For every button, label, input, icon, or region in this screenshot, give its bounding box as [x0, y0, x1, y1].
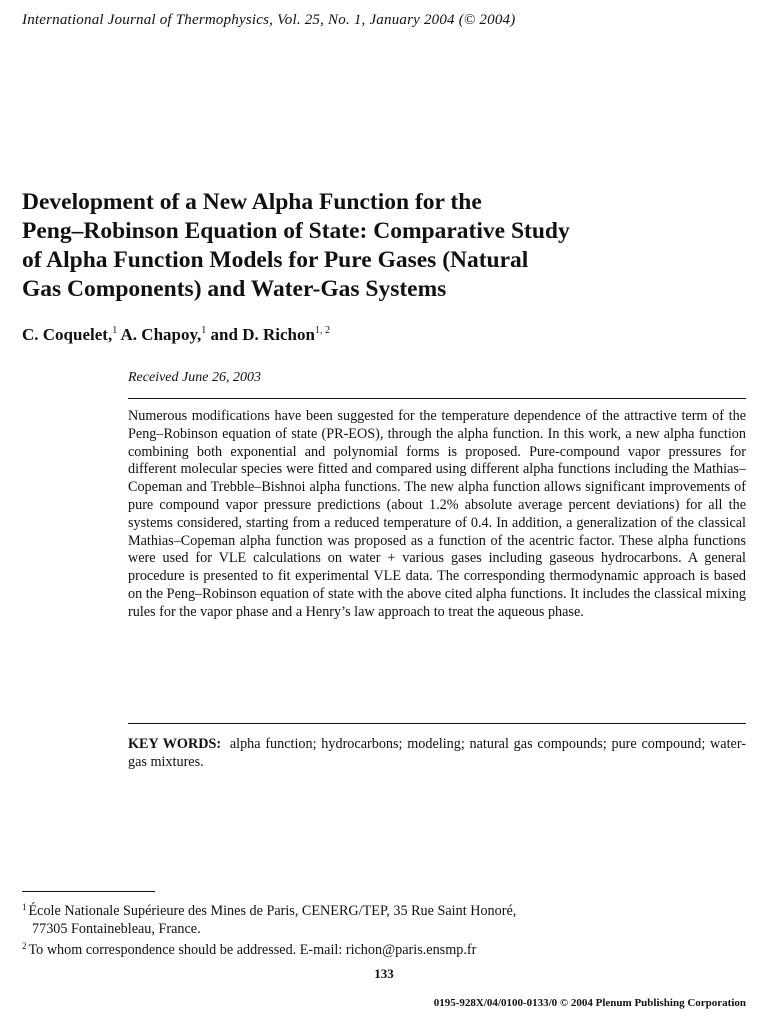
- article-title: [22, 188, 752, 304]
- received-date: Received June 26, 2003: [128, 370, 261, 385]
- footnote-1-continued: 77305 Fontainebleau, France.: [32, 920, 201, 937]
- keywords-text: alpha function; hydrocarbons; modeling; natural gas compounds; pure compound; water-gas mixtures.: [128, 736, 746, 770]
- keywords: [128, 736, 746, 772]
- abstract-top-rule: [128, 398, 746, 399]
- title-line: of Alpha Function Models for Pure Gases (Natural: [22, 247, 529, 273]
- affiliation-mark: 1: [112, 325, 118, 336]
- copyright-line: 0195-928X/04/0100-0133/0 © 2004 Plenum Publishing Corporation: [433, 997, 746, 1009]
- author-name: A. Chapoy,: [120, 325, 202, 344]
- footnote-text: To whom correspondence should be addressed. E-mail: richon@paris.ensmp.fr: [28, 942, 477, 958]
- journal-header: International Journal of Thermophysics, Vol. 25, No. 1, January 2004 (© 2004): [22, 12, 516, 28]
- affiliation-mark: 1, 2: [314, 325, 330, 336]
- affiliation-mark: 1: [201, 325, 207, 336]
- author-conjunction: and: [210, 325, 238, 344]
- footnote-mark: 1: [22, 902, 27, 912]
- footnotes: [22, 899, 748, 960]
- footnote-rule: [22, 891, 155, 892]
- footnote-2: [22, 938, 748, 960]
- author-name: D. Richon: [242, 325, 315, 344]
- page-number: 133: [374, 966, 394, 981]
- title-line: Development of a New Alpha Function for the: [22, 189, 482, 215]
- footnote-mark: 2: [22, 941, 27, 951]
- author-name: C. Coquelet,: [22, 325, 113, 344]
- abstract-bottom-rule: [128, 723, 746, 724]
- footnote-text: École Nationale Supérieure des Mines de Paris, CENERG/TEP, 35 Rue Saint Honoré,: [28, 903, 517, 919]
- footnote-1: [22, 899, 748, 921]
- title-line: Gas Components) and Water-Gas Systems: [22, 276, 447, 302]
- abstract: Numerous modifications have been suggested for the temperature dependence of the attractive term of the Peng–Robinson equation of state (PR-EOS), through the alpha function. In this work, a new alpha function combining both exponential and polynomial forms is proposed. Pure-compound vapor pressures for different molecular species were fitted and compared using different alpha functions including the Mathias–Copeman and Trebble–Bishnoi alpha functions. The new alpha function allows significant improvements of pure compound vapor pressure predictions (about 1.2% absolute average percent deviations) for all the systems considered, starting from a reduced temperature of 0.4. In addition, a generalization of the classical Mathias–Copeman alpha function was proposed as a function of the acentric factor. These alpha functions were used for VLE calculations on water + various gases including gaseous hydrocarbons. A general procedure is presented to fit experimental VLE data. The corresponding thermodynamic approach is based on the Peng–Robinson equation of state with the above cited alpha functions. It includes the classical mixing rules for the vapor phase and a Henry’s law approach to treat the aqueous phase.: [128, 408, 746, 620]
- title-line: Peng–Robinson Equation of State: Comparative Study: [22, 218, 570, 244]
- author-list: [22, 325, 330, 345]
- keywords-label: KEY WORDS:: [128, 736, 222, 752]
